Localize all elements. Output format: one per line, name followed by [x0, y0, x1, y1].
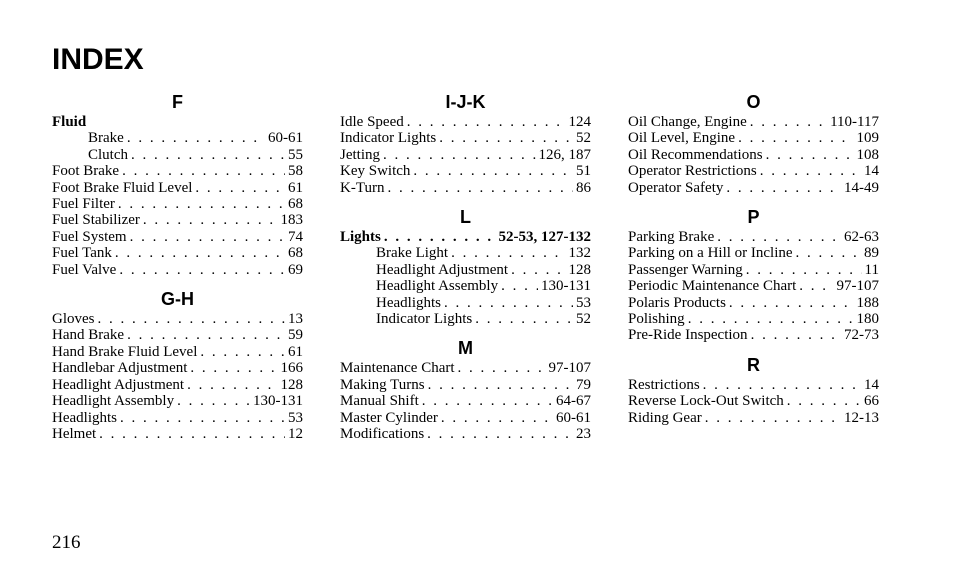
index-entry [340, 377, 591, 393]
dot-leader [122, 163, 285, 179]
entry-label: Headlight Adjustment [52, 376, 185, 393]
dot-leader [511, 262, 565, 278]
dot-leader [127, 327, 285, 343]
index-entry [52, 410, 303, 426]
dot-leader [751, 327, 841, 343]
index-entry [628, 278, 879, 294]
entry-page: 13 [288, 311, 303, 328]
entry-page: 14-49 [844, 179, 879, 196]
dot-leader [99, 426, 285, 442]
index-subentry [340, 245, 591, 261]
dot-leader [441, 410, 553, 426]
index-entry [340, 410, 591, 426]
entry-page: 14 [864, 163, 879, 180]
dot-leader [787, 393, 861, 409]
entry-page: 124 [568, 114, 591, 130]
entry-label: Pre-Ride Inspection [628, 327, 748, 344]
index-section [340, 90, 591, 196]
index-entry [628, 311, 879, 327]
entry-label: Indicator Lights [376, 311, 473, 328]
dot-leader [422, 393, 553, 409]
page-number: 216 [52, 532, 81, 553]
dot-leader [726, 180, 841, 196]
entry-label: Periodic Maintenance Chart [628, 278, 797, 295]
entry-page: 72-73 [844, 327, 879, 344]
index-entry [52, 344, 303, 360]
entry-label: Jetting [340, 146, 380, 163]
entry-page: 58 [288, 163, 303, 180]
section-heading: O [746, 92, 761, 112]
entry-label: Oil Recommendations [628, 146, 763, 163]
dot-leader [387, 180, 573, 196]
index-entry [340, 130, 591, 146]
dot-leader [190, 360, 277, 376]
entry-label: Maintenance Chart [340, 360, 455, 377]
entry-page: 69 [288, 261, 303, 278]
entry-label: Headlight Assembly [52, 393, 175, 410]
index-section [340, 336, 591, 442]
index-subentry [340, 295, 591, 311]
entry-label: Handlebar Adjustment [52, 360, 188, 377]
index-entry [52, 180, 303, 196]
entry-label: Operator Safety [628, 179, 724, 196]
entry-page: 183 [280, 212, 303, 229]
dot-leader [428, 377, 573, 393]
dot-leader [444, 295, 573, 311]
index-section [340, 205, 591, 327]
entry-label: Reverse Lock-Out Switch [628, 393, 784, 410]
index-subentry [340, 262, 591, 278]
index-subentry [52, 147, 303, 163]
entry-label: Manual Shift [340, 393, 419, 410]
index-entry [52, 426, 303, 442]
entry-page: 79 [576, 376, 591, 393]
index-section [628, 353, 879, 426]
index-entry [52, 377, 303, 393]
dot-leader [746, 262, 862, 278]
dot-leader [688, 311, 854, 327]
section-heading: R [747, 354, 760, 375]
entry-label: Oil Change, Engine [628, 114, 747, 130]
dot-leader [427, 426, 573, 442]
index-entry [340, 114, 591, 130]
index-column-2 [340, 90, 591, 452]
index-entry [628, 180, 879, 196]
entry-page: 52-53, 127-132 [498, 229, 591, 246]
entry-label: Idle Speed [340, 114, 404, 130]
entry-label: Operator Restrictions [628, 163, 757, 180]
index-entry [628, 295, 879, 311]
entry-page: 51 [576, 163, 591, 180]
entry-label: Brake [88, 130, 124, 147]
index-entry [340, 163, 591, 179]
index-entry [628, 327, 879, 343]
entry-label: Hand Brake Fluid Level [52, 343, 198, 360]
dot-leader [195, 180, 285, 196]
dot-leader [177, 393, 250, 409]
index-entry [52, 212, 303, 228]
index-section [52, 90, 303, 278]
index-section [52, 287, 303, 442]
entry-label: Fluid [52, 114, 87, 130]
dot-leader [131, 147, 285, 163]
section-heading: L [460, 207, 471, 228]
index-entry [340, 360, 591, 376]
section-heading: P [747, 207, 760, 228]
dot-leader [127, 130, 265, 146]
entry-label: Fuel System [52, 228, 127, 245]
index-entry [52, 229, 303, 245]
entry-page: 108 [856, 146, 879, 163]
entry-label: Parking on a Hill or Incline [628, 245, 793, 262]
entry-label: Helmet [52, 425, 97, 442]
dot-leader [458, 360, 546, 376]
entry-page: 97-107 [836, 278, 879, 295]
entry-page: 52 [576, 130, 591, 147]
entry-label: Foot Brake Fluid Level [52, 179, 193, 196]
entry-label: Fuel Valve [52, 261, 117, 278]
entry-page: 89 [864, 245, 879, 262]
entry-page: 188 [856, 294, 879, 311]
index-entry [52, 327, 303, 343]
dot-leader [200, 344, 285, 360]
entry-label: Gloves [52, 311, 95, 328]
entry-page: 132 [568, 245, 591, 262]
entry-page: 11 [864, 261, 879, 278]
entry-page: 61 [288, 179, 303, 196]
dot-leader [799, 278, 833, 294]
index-entry [628, 114, 879, 130]
entry-page: 74 [288, 228, 303, 245]
index-entry [52, 196, 303, 212]
index-entry [52, 245, 303, 261]
index-subentry [52, 130, 303, 146]
dot-leader [143, 212, 278, 228]
entry-page: 109 [856, 130, 879, 147]
entry-page: 14 [864, 376, 879, 393]
index-entry [52, 163, 303, 179]
dot-leader [187, 377, 277, 393]
page-title: INDEX [52, 43, 144, 76]
dot-leader [766, 147, 854, 163]
entry-label: Fuel Tank [52, 245, 112, 262]
entry-label: Fuel Stabilizer [52, 212, 140, 229]
entry-page: 12 [288, 425, 303, 442]
entry-label: Restrictions [628, 376, 700, 393]
entry-label: Modifications [340, 426, 425, 443]
section-heading: F [172, 92, 183, 112]
dot-leader [705, 410, 841, 426]
entry-page: 68 [288, 196, 303, 213]
index-entry [52, 114, 303, 130]
entry-label: Oil Level, Engine [628, 130, 736, 147]
index-entry [628, 130, 879, 146]
dot-leader [738, 130, 853, 146]
entry-label: Foot Brake [52, 163, 120, 180]
entry-page: 128 [568, 261, 591, 278]
dot-leader [115, 245, 285, 261]
entry-page: 59 [288, 327, 303, 344]
index-subentry [340, 278, 591, 294]
dot-leader [383, 147, 536, 163]
entry-page: 60-61 [268, 130, 303, 147]
dot-leader [475, 311, 573, 327]
entry-page: 12-13 [844, 409, 879, 426]
index-entry [628, 163, 879, 179]
index-entry [52, 360, 303, 376]
entry-label: Parking Brake [628, 229, 715, 246]
index-entry [628, 147, 879, 163]
index-entry [628, 377, 879, 393]
entry-label: Headlights [52, 409, 117, 426]
dot-leader [703, 377, 861, 393]
dot-leader [439, 130, 573, 146]
dot-leader [796, 245, 861, 261]
entry-page: 86 [576, 179, 591, 196]
index-column-3 [628, 90, 879, 435]
dot-leader [729, 295, 854, 311]
entry-label: Polaris Products [628, 294, 726, 311]
dot-leader [407, 114, 566, 130]
dot-leader [119, 262, 285, 278]
entry-page: 97-107 [548, 360, 591, 377]
dot-leader [118, 196, 285, 212]
dot-leader [760, 163, 861, 179]
index-entry [340, 426, 591, 442]
dot-leader [750, 114, 827, 130]
entry-label: Master Cylinder [340, 409, 438, 426]
entry-label: Fuel Filter [52, 196, 115, 213]
dot-leader [130, 229, 285, 245]
dot-leader [413, 163, 573, 179]
entry-page: 23 [576, 426, 591, 443]
section-heading: I-J-K [445, 92, 486, 112]
index-entry [628, 410, 879, 426]
entry-page: 53 [288, 409, 303, 426]
entry-page: 52 [576, 311, 591, 328]
entry-page: 110-117 [830, 114, 879, 130]
entry-page: 62-63 [844, 229, 879, 246]
entry-page: 61 [288, 343, 303, 360]
entry-label: Clutch [88, 146, 128, 163]
index-column-1 [52, 90, 303, 451]
index-subentry [340, 311, 591, 327]
index-section [628, 205, 879, 344]
dot-leader [717, 229, 841, 245]
entry-label: Headlight Adjustment [376, 261, 509, 278]
entry-label: Polishing [628, 311, 685, 328]
entry-page: 126, 187 [538, 146, 591, 163]
index-section [628, 90, 879, 196]
entry-page: 180 [856, 311, 879, 328]
entry-label: Headlights [376, 294, 441, 311]
entry-label: Riding Gear [628, 409, 702, 426]
entry-page: 128 [280, 376, 303, 393]
dot-leader [384, 229, 496, 245]
entry-page: 53 [576, 294, 591, 311]
entry-label: Hand Brake [52, 327, 125, 344]
dot-leader [98, 311, 286, 327]
index-entry [52, 311, 303, 327]
dot-leader [451, 245, 565, 261]
entry-label: Passenger Warning [628, 261, 743, 278]
index-entry [52, 393, 303, 409]
entry-page: 55 [288, 146, 303, 163]
index-entry [628, 245, 879, 261]
entry-page: 66 [864, 393, 879, 410]
index-entry [628, 262, 879, 278]
index-entry [52, 262, 303, 278]
dot-leader [120, 410, 285, 426]
entry-page: 68 [288, 245, 303, 262]
index-entry [628, 229, 879, 245]
index-entry [340, 180, 591, 196]
entry-label: Brake Light [376, 245, 449, 262]
entry-label: Key Switch [340, 163, 411, 180]
entry-page: 60-61 [556, 409, 591, 426]
index-entry [628, 393, 879, 409]
entry-page: 166 [280, 360, 303, 377]
entry-label: Lights [340, 229, 381, 246]
entry-label: K-Turn [340, 179, 385, 196]
entry-label: Headlight Assembly [376, 278, 499, 295]
index-entry [340, 229, 591, 245]
entry-page: 64-67 [556, 393, 591, 410]
index-entry [340, 393, 591, 409]
dot-leader [501, 278, 538, 294]
entry-label: Making Turns [340, 376, 425, 393]
entry-page: 130-131 [541, 278, 591, 295]
index-entry [340, 147, 591, 163]
section-heading: G-H [161, 289, 194, 310]
entry-page: 130-131 [253, 393, 303, 410]
section-heading: M [458, 338, 473, 359]
entry-label: Indicator Lights [340, 130, 437, 147]
